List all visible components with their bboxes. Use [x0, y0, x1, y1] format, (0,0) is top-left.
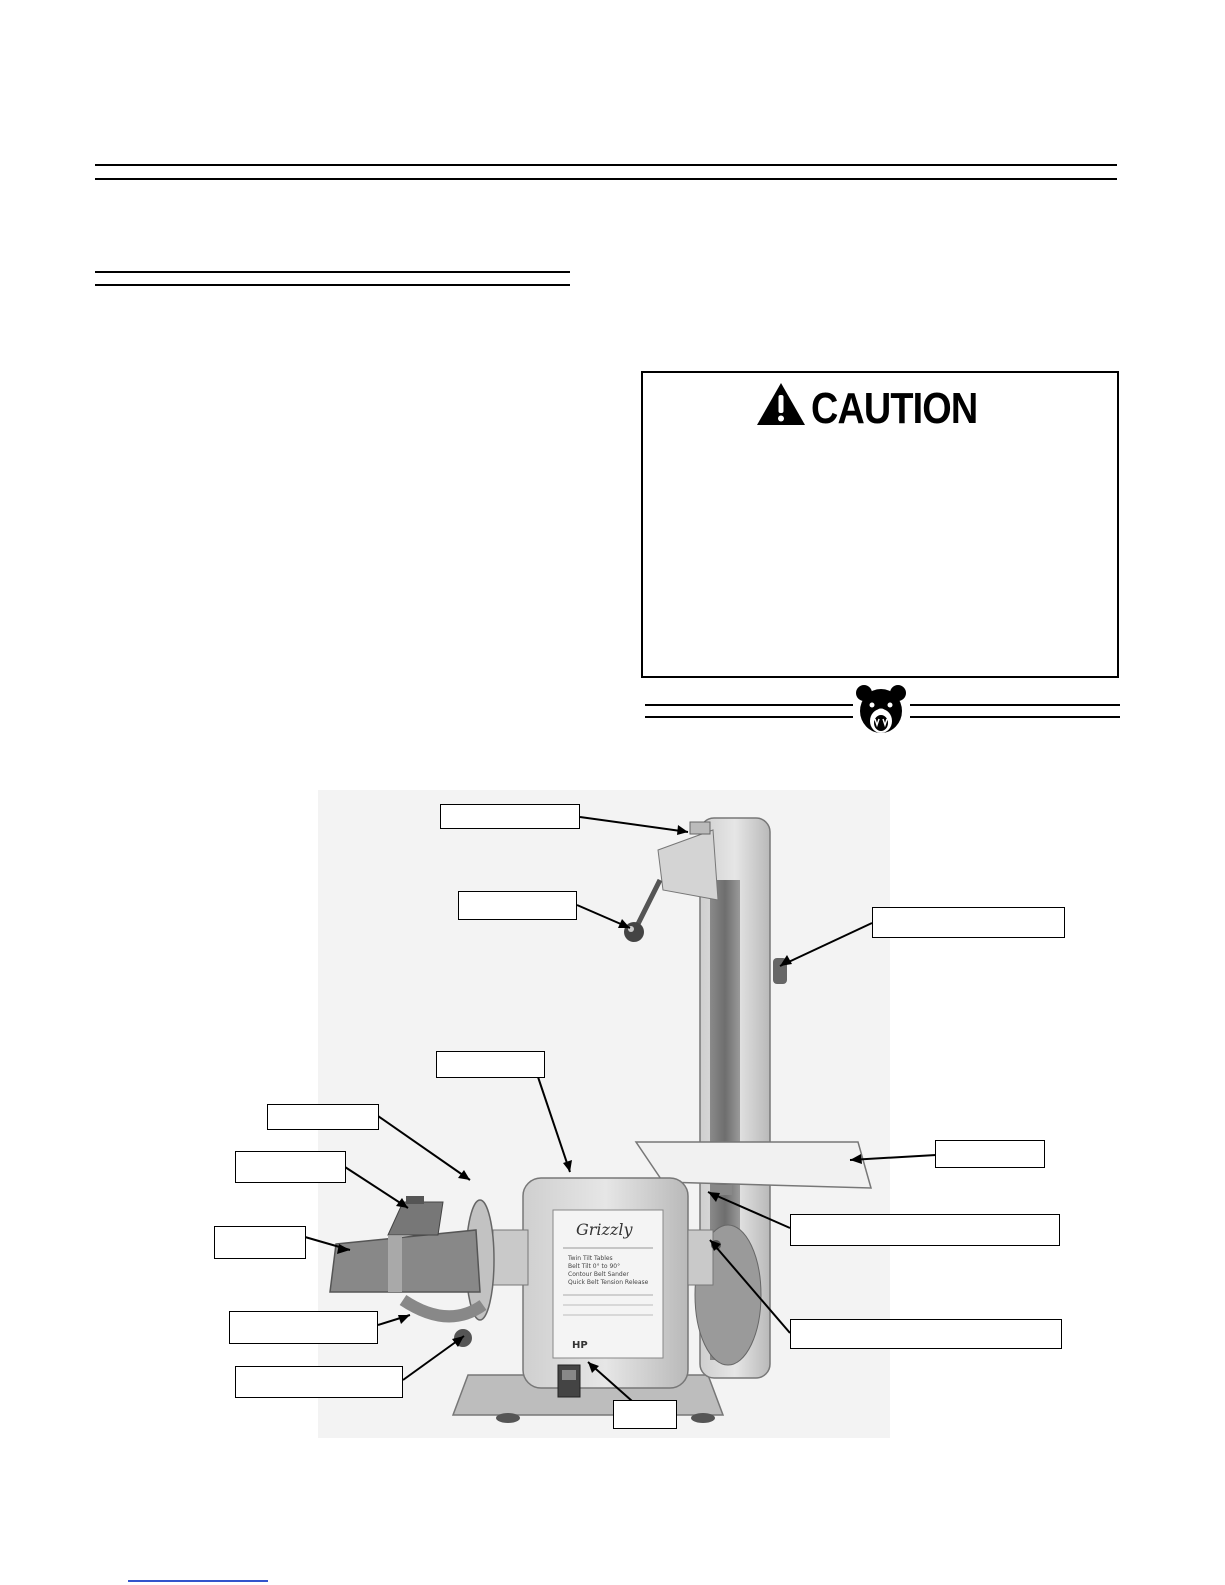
callout-disc [267, 1104, 379, 1130]
callout-belt-table-lock [790, 1214, 1060, 1246]
label-feature-1: Twin Tilt Tables [568, 1255, 613, 1262]
callout-miter-gauge [235, 1151, 346, 1183]
callout-table-tilt-bracket [229, 1311, 378, 1344]
caution-title: CAUTION [811, 384, 978, 433]
label-power: HP [572, 1340, 588, 1351]
callout-motor [436, 1051, 545, 1078]
callout-table-lock-knob [235, 1366, 403, 1398]
callout-disc-table [214, 1226, 306, 1259]
callout-switch [613, 1400, 677, 1429]
label-feature-2: Belt Tilt 0° to 90° [568, 1263, 621, 1270]
callout-belt-tilt-lock [790, 1319, 1062, 1349]
callout-tension-lever [458, 891, 577, 920]
label-feature-4: Quick Belt Tension Release [568, 1279, 649, 1286]
callout-belt-guard-knob [872, 907, 1065, 938]
footer-link-underline [128, 1580, 268, 1582]
callout-tracking-knob [440, 804, 580, 829]
label-brand: Grizzly [576, 1220, 633, 1239]
callout-belt-table [935, 1140, 1045, 1168]
label-feature-3: Contour Belt Sander [568, 1271, 629, 1278]
